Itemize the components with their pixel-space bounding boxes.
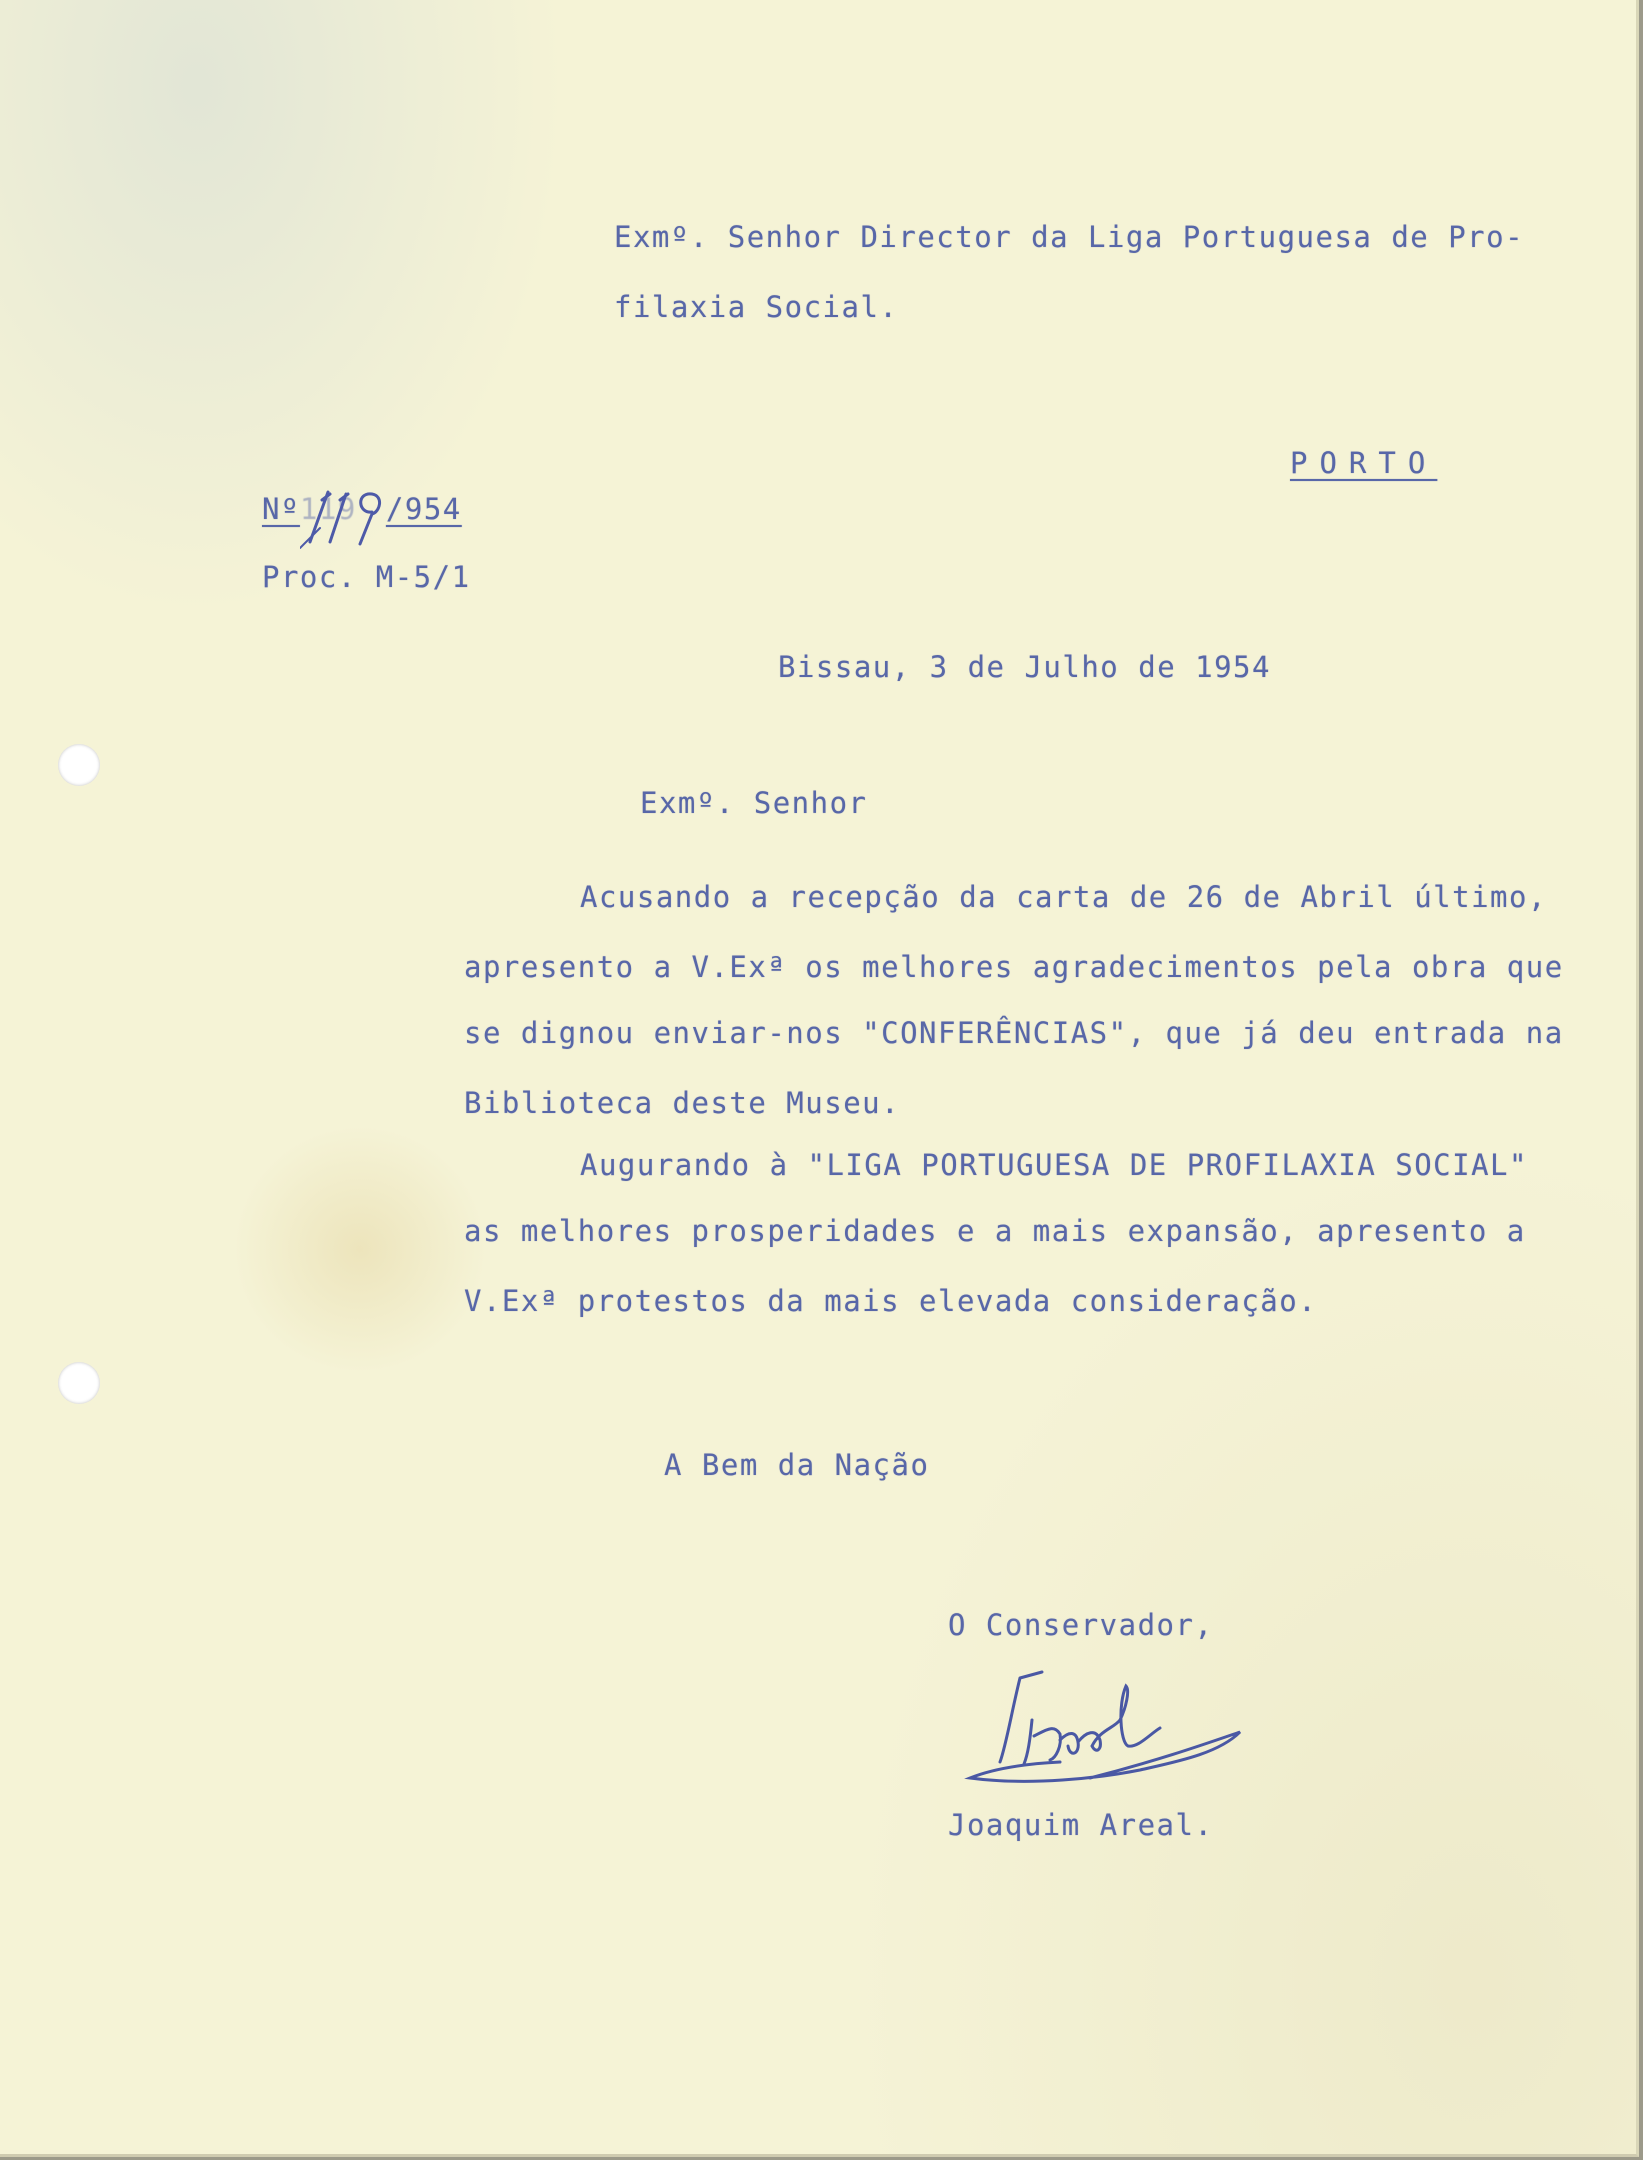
body-paragraph-1-line-3: se dignou enviar-nos "CONFERÊNCIAS", que já deu entrada na: [464, 1016, 1564, 1050]
body-paragraph-2-line-1: Augurando à "LIGA PORTUGUESA DE PROFILAXIA SOCIAL": [580, 1148, 1528, 1182]
punch-hole-top: [58, 744, 100, 786]
reference-prefix: Nº: [262, 492, 300, 526]
closing-formula: A Bem da Nação: [664, 1448, 930, 1482]
body-paragraph-2-line-2: as melhores prosperidades e a mais expansão, apresento a: [464, 1214, 1526, 1248]
reference-handwritten-number: 119: [299, 492, 357, 526]
handwritten-number-mark: [300, 482, 395, 552]
recipient-line-1: Exmº. Senhor Director da Liga Portuguesa de Pro-: [614, 220, 1525, 254]
recipient-line-2: filaxia Social.: [614, 290, 899, 324]
body-paragraph-1-line-4: Biblioteca deste Museu.: [464, 1086, 901, 1120]
signer-title: O Conservador,: [948, 1608, 1214, 1642]
salutation: Exmº. Senhor: [640, 786, 868, 820]
handwritten-signature: [950, 1650, 1250, 1810]
body-paragraph-2-line-3: V.Exª protestos da mais elevada consideração.: [464, 1284, 1318, 1318]
process-reference: Proc. M-5/1: [262, 560, 471, 594]
punch-hole-bottom: [58, 1362, 100, 1404]
recipient-city: PORTO: [1290, 446, 1438, 480]
body-paragraph-1-line-2: apresento a V.Exª os melhores agradecimentos pela obra que: [464, 950, 1564, 984]
body-paragraph-1-line-1: Acusando a recepção da carta de 26 de Abril último,: [580, 880, 1547, 914]
signer-name: Joaquim Areal.: [948, 1808, 1214, 1842]
reference-year: /954: [385, 492, 462, 526]
date-line: Bissau, 3 de Julho de 1954: [778, 650, 1271, 684]
